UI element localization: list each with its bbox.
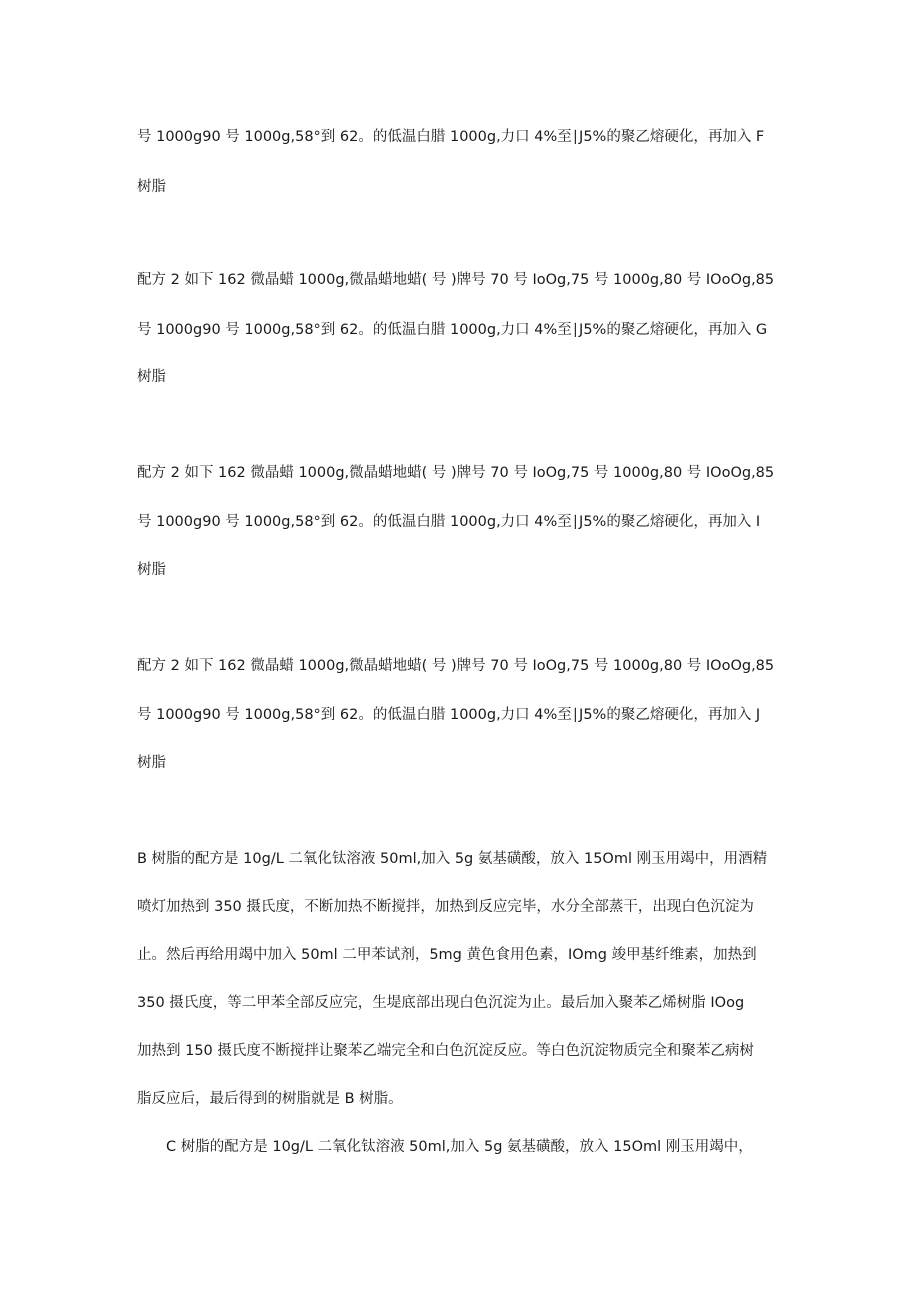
text-line: 号 1000g90 号 1000g,58°到 62。的低温白腊 1000g,力口 4%至∣J5%的聚乙熔硬化，再加入 I xyxy=(137,514,761,530)
text-line: 号 1000g90 号 1000g,58°到 62。的低温白腊 1000g,力口 4%至∣J5%的聚乙熔硬化，再加入 F xyxy=(137,129,765,145)
text-line: 配方 2 如下 162 微晶蜡 1000g,微晶蜡地蜡( 号 )牌号 70 号 IoOg,75 号 1000g,80 号 IOoOg,85 xyxy=(137,465,775,481)
text-line: 止。然后再给用竭中加入 50ml 二甲苯试剂，5mg 黄色食用色素，IOmg 竣甲基纤维素，加热到 xyxy=(137,947,757,963)
text-line: B 树脂的配方是 10g∕L 二氧化钛溶液 50ml,加入 5g 氨基磺酸，放入 15Oml 刚玉用竭中，用酒精 xyxy=(137,851,768,867)
text-line: 350 摄氏度，等二甲苯全部反应完，生堤底部出现白色沉淀为止。最后加入聚苯乙烯树脂 IOog xyxy=(137,995,745,1011)
text-line: 脂反应后，最后得到的树脂就是 B 树脂。 xyxy=(137,1091,403,1107)
text-line: 号 1000g90 号 1000g,58°到 62。的低温白腊 1000g,力口 4%至∣J5%的聚乙熔硬化，再加入 G xyxy=(137,322,768,338)
text-line: 树脂 xyxy=(137,562,166,578)
text-line: 配方 2 如下 162 微晶蜡 1000g,微晶蜡地蜡( 号 )牌号 70 号 IoOg,75 号 1000g,80 号 IOoOg,85 xyxy=(137,272,775,288)
text-line: C 树脂的配方是 10g∕L 二氧化钛溶液 50ml,加入 5g 氨基磺酸，放入 15Oml 刚玉用竭中， xyxy=(166,1139,753,1155)
text-line: 加热到 150 摄氏度不断搅拌让聚苯乙端完全和白色沉淀反应。等白色沉淀物质完全和聚苯乙病树 xyxy=(137,1043,754,1059)
text-line: 树脂 xyxy=(137,179,166,195)
text-line: 号 1000g90 号 1000g,58°到 62。的低温白腊 1000g,力口 4%至∣J5%的聚乙熔硬化，再加入 J xyxy=(137,707,761,723)
text-line: 树脂 xyxy=(137,755,166,771)
text-line: 喷灯加热到 350 摄氏度，不断加热不断搅拌，加热到反应完毕，水分全部蒸干，出现白色沉淀为 xyxy=(137,899,754,915)
text-line: 树脂 xyxy=(137,369,166,385)
text-line: 配方 2 如下 162 微晶蜡 1000g,微晶蜡地蜡( 号 )牌号 70 号 IoOg,75 号 1000g,80 号 IOoOg,85 xyxy=(137,658,775,674)
